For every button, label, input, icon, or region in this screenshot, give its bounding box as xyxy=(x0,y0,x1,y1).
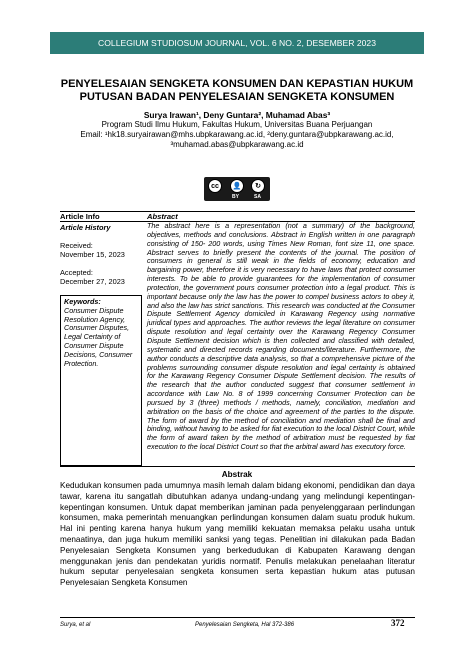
cc-sa-label: SA xyxy=(254,194,261,200)
footer-running-title: Penyelesaian Sengketa, Hal 372-386 xyxy=(195,622,295,628)
abstract-heading: Abstract xyxy=(147,212,178,221)
received-label: Received: xyxy=(60,241,93,250)
footer-rule xyxy=(60,617,415,618)
article-history-heading: Article History xyxy=(60,223,111,232)
keywords-heading: Keywords: xyxy=(64,297,101,306)
author-names: Surya Irawan¹, Deny Guntara², Muhamad Abas³ xyxy=(143,110,331,120)
cc-icon: cc xyxy=(208,179,222,193)
paper-title xyxy=(40,78,434,104)
accepted-label: Accepted: xyxy=(60,268,93,277)
page-number: 372 xyxy=(391,618,405,628)
received-date: November 15, 2023 xyxy=(60,250,125,259)
info-bottom-rule xyxy=(60,466,415,467)
by-person-icon: 👤 xyxy=(230,179,244,193)
journal-banner-text: COLLEGIUM STUDIOSUM JOURNAL, VOL. 6 NO. 2, DESEMBER 2023 xyxy=(98,38,376,48)
journal-banner xyxy=(50,32,424,54)
abstract-english-text: The abstract here is a representation (not a summary) of the background, objectives, methods and conclusions. Abstract in English written in one paragraph consisting of 150- 200 words, using Times New Roman, font size 11, one space. Abstract serves to briefly present the contents of the journal. The position of consumers in general is still weak in the fields of economy, education and bargaining power, therefore it is very necessary to have laws that protect consumer interests. To be able to provide guarantees for the implementation of consumer protection, the government pours consumer protection into a legal product. This is important because only the law has the power to compel business actors to obey it, and also the law has strict sanctions. This research was conducted at the Consumer Dispute Settlement Agency domiciled in Karawang Regency using normative juridical types and approaches. The author reviews the legal literature on consumer dispute resolution and legal certainty over the Karawang Regency Consumer Dispute Settlement decision which is then collected and classified with detailed, systematic and directed records regarding documents/literature. Furthermore, the author conducts a descriptive data analysis, so that a comprehensive picture of the problems surrounding consumer dispute resolution and legal certainty is obtained for the Karawang Regency Consumer Dispute Settlement decision. The results of the research that the author conducted suggest that consumer settlement in accordance with Law No. 8 of 1999 concerning Consumer Protection can be pursued by 3 (three) methods / methods, namely, conciliation, mediation and arbitration on the basis of the choice and agreement of the parties to the dispute. The form of award by the method of conciliation and mediation shall be final and binding, without having to be asked for fiat execution to the local District Court, while the form of award taken by the method of arbitration must be requested by fiat execution to the local District Court so that the arbitral award has executory force. xyxy=(147,221,415,452)
paper-title-line-1: PENYELESAIAN SENGKETA KONSUMEN DAN KEPASTIAN HUKUM xyxy=(60,78,414,90)
abstrak-text: Kedudukan konsumen pada umumnya masih lemah dalam bidang ekonomi, pendidikan dan daya tawar, karena itu sangatlah dibutuhkan adanya undang-undang yang melindungi kepentingan-kepentingan konsumen. Untuk dapat memberikan jaminan pada penyelenggaraan perlindungan konsumen, maka pemerintah menuangkan perlindungan konsumen dalam suatu produk hukum. Hal ini penting karena hanya hukum yang memiliki kekuatan memaksa pelaku usaha untuk menaatinya, dan juga hukum memiliki sanksi yang tegas. Penelitian ini dilakukan pada Badan Penyelesaian Sengketa Konsumen yang berkedudukan di Kabupaten Karawang dengan menggunakan jenis dan pendekatan yuridis normatif. Penulis melakukan penelaahan literatur hukum seputar penyelesaian sengketa konsumen serta kepastian hukum atas putusan Penyelesaian Sengketa Konsumen xyxy=(60,481,415,588)
footer-authors: Surya, et al xyxy=(60,622,91,628)
article-info-heading: Article Info xyxy=(60,212,100,221)
author-block xyxy=(40,110,434,150)
keywords-text: Consumer Dispute Resolution Agency, Consumer Disputes, Legal Certainty of Consumer Dispute Decisions, Consumer Protection. xyxy=(64,305,133,368)
email-line-1: Email: ¹hk18.suryairawan@mhs.ubpkarawang.ac.id, ²deny.guntara@ubpkarawang.ac.id, xyxy=(80,130,394,139)
affiliation: Program Studi Ilmu Hukum, Fakultas Hukum, Universitas Buana Perjuangan xyxy=(101,120,373,129)
info-top-rule xyxy=(60,211,415,212)
accepted-date: December 27, 2023 xyxy=(60,277,125,286)
cc-by-label: BY xyxy=(232,194,239,200)
paper-title-line-2: PUTUSAN BADAN PENYELESAIAN SENGKETA KONSUMEN xyxy=(79,91,395,103)
abstrak-heading: Abstrak xyxy=(221,470,253,479)
cc-license-badge[interactable] xyxy=(204,177,270,201)
email-line-2: ³muhamad.abas@ubpkarawang.ac.id xyxy=(170,140,304,149)
share-alike-icon: ↻ xyxy=(251,179,265,193)
keywords-box xyxy=(60,295,142,466)
